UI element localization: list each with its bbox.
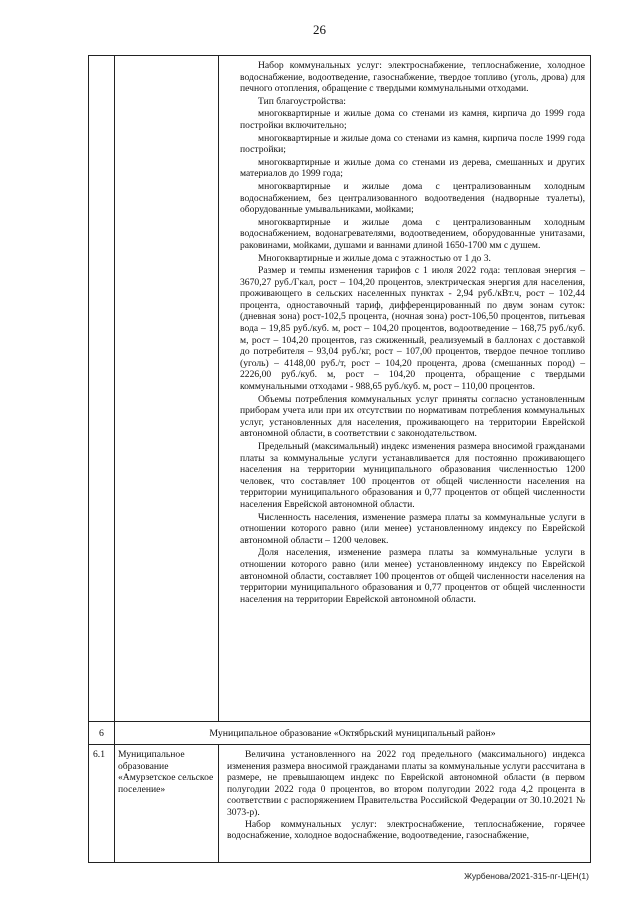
content-cell [219, 745, 591, 863]
paragraph-house-type-4: многоквартирные и жилые дома с централизованным холодным водоснабжением, без централизованного водоотведения (надворные туалеты), оборудованные умывальниками, мойками; [240, 180, 585, 216]
municipality-cell [115, 56, 219, 722]
paragraph-house-type-2: многоквартирные и жилые дома со стенами из камня, кирпича после 1999 года постройки; [240, 132, 585, 156]
content-cell [219, 56, 591, 722]
paragraph-house-type-5: многоквартирные и жилые дома с централизованным холодным водоснабжением, водонагревателями, водоотведением, оборудованные унитазами, раковинами, мойками, душами и ваннами длиной 1650-1700 мм с душем. [240, 216, 585, 251]
paragraph-house-type-3: многоквартирные и жилые дома со стенами из дерева, смешанных и других материалов до 1999 года; [240, 156, 585, 180]
paragraph-house-type-1: многоквартирные и жилые дома со стенами из камня, кирпича до 1999 года постройки включительно; [240, 108, 585, 131]
paragraph-storeys: Многоквартирные и жилые дома с этажностью от 1 до 3. [258, 252, 491, 264]
table-row-section-6 [89, 722, 591, 745]
paragraph-consumption: Объемы потребления коммунальных услуг приняты согласно установленным приборам учета или при их отсутствии по нормативам потребления коммунальных услуг, установленных для населения, проживающего на территории Еврейской автономной области, в соответствии с законодательством. [240, 393, 585, 440]
table-row-6-1 [89, 745, 591, 863]
paragraph-population: Численность населения, изменение размера платы за коммунальные услуги в отношении которого равно (или менее) установленному индексу по Еврейской автономной области – 1200 человек. [240, 511, 585, 546]
page-number: 26 [313, 22, 326, 37]
paragraph-max-index: Предельный (максимальный) индекс изменения размера вносимой гражданами платы за коммунальные услуги устанавливается для постоянно проживающего населения на территории муниципального образования численностью 1200 человек, что составляет 100 процентов от общей численности населения на территории муниципального образования и 0,77 процентов от общей численности населения Еврейской автономной области. [240, 441, 585, 510]
number-cell [89, 56, 115, 722]
paragraph-tariffs: Размер и темпы изменения тарифов с 1 июля 2022 года: тепловая энергия – 3670,27 руб./Гкал, рост – 104,20 процентов, электрическая энергия для населения, проживающего в сельских населенных пунктах - 2,94 руб./кВт.ч, рост – 102,44 процента, одноставочный тариф, дифференцированный по двум зонам суток: (дневная зона) рост-102,5 процента, (ночная зона) рост-106,50 процентов, питьевая вода – 19,85 руб./куб. м, рост – 104,20 процентов, водоотведение – 168,75 руб./куб. м, рост – 104,20 процентов, газ сжиженный, реализуемый в баллонах с доставкой до потребителя – 93,04 руб./кг, рост – 107,00 процентов, твердое печное топливо (уголь) – 4148,00 руб./т, рост – 104,20 процента, дрова (смешанных пород) – 2226,00 руб./куб. м, рост – 104,20 процента, обращение с твердыми коммунальными отходами - 988,65 руб./куб. м, рост – 110,00 процентов. [240, 265, 585, 393]
section-title: Муниципальное образование «Октябрьский муниципальный район» [115, 722, 591, 745]
tariff-table [88, 55, 591, 863]
table-row-continuation [89, 56, 591, 722]
paragraph-population-share: Доля населения, изменение размера платы за коммунальные услуги в отношении которого равно (или менее) установленному индексу по Еврейской автономной области, составляет 100 процентов от общей численности населения на территории муниципального образования и 0,77 процентов от общей численности населения на территории Еврейской автономной области. [240, 547, 585, 605]
document-code: Журбенова/2021-315-пг-ЦЕН(1) [464, 871, 589, 881]
municipality-name: Муниципальное образование «Амурзетское сельское поселение» [115, 745, 219, 863]
row-number: 6 [89, 722, 115, 745]
row-number: 6.1 [89, 745, 115, 863]
paragraph-services: Набор коммунальных услуг: электроснабжение, теплоснабжение, холодное водоснабжение, водоотведение, газоснабжение, твердое топливо (уголь, дрова) для печного отопления, обращение с твердыми коммунальными отходами. [240, 60, 585, 95]
paragraph-improvement-type: Тип благоустройства: [258, 95, 346, 107]
paragraph-index-value: Величина установленного на 2022 год предельного (максимального) индекса изменения размера вносимой гражданами платы за коммунальные услуги рассчитана в размере, не превышающем индекс по Еврейской автономной области (в первом полугодии 2022 года 0 процентов, во втором полугодии 2022 года 4,2 процента в соответствии с распоряжением Правительства Российской Федерации от 30.10.2021 № 3073-р). [227, 749, 585, 819]
paragraph-services: Набор коммунальных услуг: электроснабжение, теплоснабжение, горячее водоснабжение, холодное водоснабжение, водоотведение, газоснабжение, [227, 818, 585, 842]
